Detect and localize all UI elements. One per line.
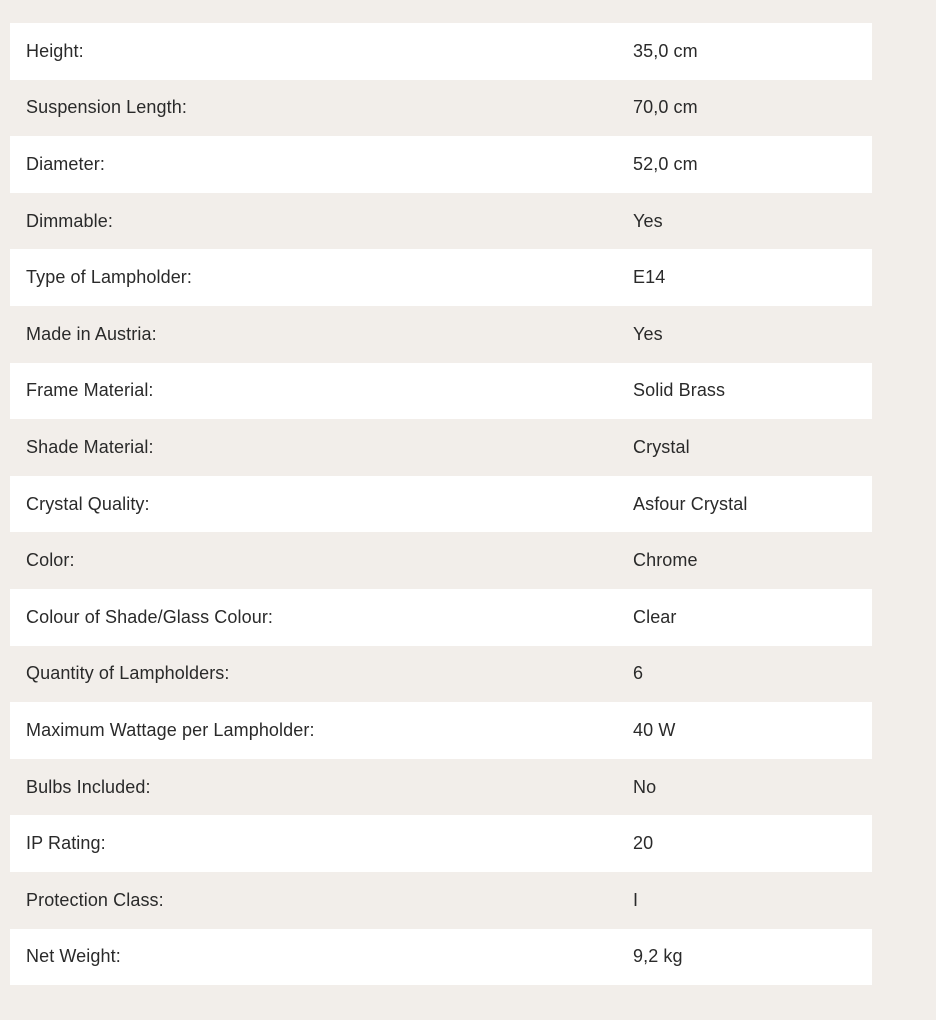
spec-row-protection-class (10, 872, 872, 929)
spec-value: Chrome (633, 550, 698, 571)
spec-row-lampholder-quantity (10, 646, 872, 703)
spec-label: Maximum Wattage per Lampholder: (26, 719, 315, 740)
spec-value: E14 (633, 267, 666, 288)
spec-value: 35,0 cm (633, 40, 698, 61)
spec-label: Type of Lampholder: (26, 267, 193, 288)
spec-row-made-in-austria (10, 306, 872, 363)
spec-label: Protection Class: (26, 889, 164, 910)
spec-row-ip-rating (10, 815, 872, 872)
spec-label: Frame Material: (26, 380, 154, 401)
spec-label: Bulbs Included: (26, 776, 151, 797)
spec-label: Colour of Shade/Glass Colour: (26, 606, 274, 627)
spec-value: Yes (633, 323, 663, 344)
spec-value: 20 (633, 833, 654, 854)
spec-row-frame-material (10, 363, 872, 420)
spec-label: Dimmable: (26, 210, 113, 231)
spec-row-height (10, 23, 872, 80)
spec-value: Clear (633, 606, 677, 627)
spec-value: I (633, 889, 639, 910)
spec-row-lampholder-type (10, 249, 872, 306)
spec-label: Suspension Length: (26, 97, 187, 118)
spec-row-max-wattage (10, 702, 872, 759)
spec-row-shade-colour (10, 589, 872, 646)
spec-value: Asfour Crystal (633, 493, 748, 514)
spec-label: Color: (26, 550, 75, 571)
spec-row-color (10, 532, 872, 589)
spec-value: 40 W (633, 719, 676, 740)
spec-value: No (633, 776, 657, 797)
spec-label: Crystal Quality: (26, 493, 150, 514)
spec-value: Crystal (633, 436, 690, 457)
spec-label: Height: (26, 40, 84, 61)
spec-value: Solid Brass (633, 380, 726, 401)
spec-row-suspension-length (10, 80, 872, 137)
spec-row-diameter (10, 136, 872, 193)
spec-value: 9,2 kg (633, 946, 683, 967)
spec-label: IP Rating: (26, 833, 106, 854)
specifications-table (10, 23, 872, 985)
spec-label: Diameter: (26, 153, 105, 174)
spec-row-dimmable (10, 193, 872, 250)
spec-value: 6 (633, 663, 644, 684)
spec-value: Yes (633, 210, 663, 231)
spec-row-net-weight (10, 929, 872, 986)
spec-row-bulbs-included (10, 759, 872, 816)
spec-row-crystal-quality (10, 476, 872, 533)
spec-label: Quantity of Lampholders: (26, 663, 230, 684)
spec-value: 70,0 cm (633, 97, 698, 118)
spec-row-shade-material (10, 419, 872, 476)
spec-value: 52,0 cm (633, 153, 698, 174)
spec-label: Shade Material: (26, 436, 154, 457)
spec-label: Made in Austria: (26, 323, 157, 344)
spec-label: Net Weight: (26, 946, 121, 967)
